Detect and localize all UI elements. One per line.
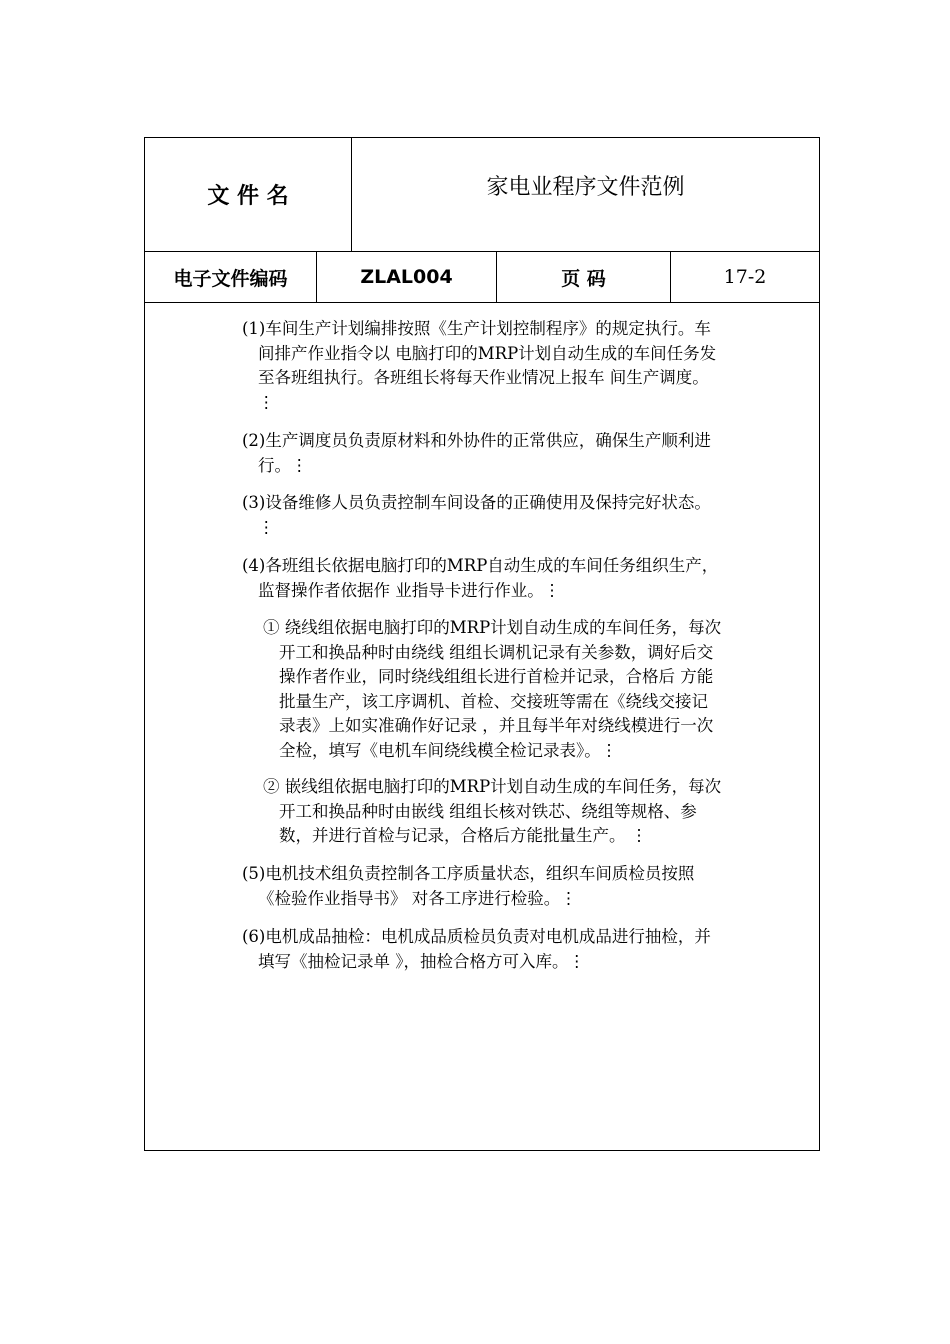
paragraph-line: 《检验作业指导书》 对各工序进行检验。⋮ bbox=[258, 888, 577, 908]
paragraph-line: ⋮ bbox=[258, 517, 275, 537]
paragraph-line: (1)车间生产计划编排按照《生产计划控制程序》的规定执行。车 bbox=[242, 319, 711, 338]
paragraph-line: (3)设备维修人员负责控制车间设备的正确使用及保持完好状态。 bbox=[242, 493, 711, 512]
paragraph-line: 填写《抽检记录单 》，抽检合格方可入库。⋮ bbox=[258, 951, 585, 971]
paragraph-line: (2)生产调度员负责原材料和外协件的正常供应，确保生产顺利进 bbox=[242, 431, 711, 450]
paragraph-line: (5)电机技术组负责控制各工序质量状态，组织车间质检员按照 bbox=[242, 864, 695, 883]
document-frame bbox=[144, 137, 820, 1151]
paragraph-line: 间排产作业指令以 电脑打印的MRP计划自动生成的车间任务发 bbox=[258, 343, 717, 363]
paragraph-line: (6)电机成品抽检：电机成品质检员负责对电机成品进行抽检，并 bbox=[242, 927, 711, 946]
paragraph-5 bbox=[242, 862, 694, 911]
paragraph-line: ⋮ bbox=[258, 392, 275, 412]
paragraph-line: 数，并进行首检与记录，合格后方能批量生产。 ⋮ bbox=[279, 826, 648, 845]
paragraph-line: 行。⋮ bbox=[258, 455, 308, 475]
title-row bbox=[145, 138, 819, 252]
paragraph-line: 监督操作者依据作 业指导卡进行作业。⋮ bbox=[258, 580, 561, 600]
paragraph-line: 开工和换品种时由绕线 组组长调机记录有关参数，调好后交 bbox=[279, 642, 714, 662]
paragraph-line: ① 绕线组依据电脑打印的MRP计划自动生成的车间任务，每次 bbox=[263, 618, 722, 637]
paragraph-line: 操作者作业，同时绕线组组长进行首检并记录，合格后 方能 bbox=[279, 667, 714, 686]
paragraph-3 bbox=[242, 491, 711, 540]
paragraph-2 bbox=[242, 429, 711, 478]
paragraph-6 bbox=[242, 925, 711, 974]
code-value: ZLAL004 bbox=[317, 252, 497, 302]
paragraph-line: ② 嵌线组依据电脑打印的MRP计划自动生成的车间任务，每次 bbox=[263, 777, 722, 796]
page-value: 17-2 bbox=[723, 266, 767, 288]
page-label: 页 码 bbox=[497, 252, 671, 302]
paragraph-4 bbox=[242, 554, 718, 603]
paragraph-4-2 bbox=[263, 775, 721, 849]
paragraph-line: 全检，填写《电机车间绕线模全检记录表》。⋮ bbox=[279, 740, 618, 760]
file-title-cell bbox=[352, 138, 819, 251]
code-label: 电子文件编码 bbox=[145, 252, 317, 302]
file-name-label: 文 件 名 bbox=[145, 138, 352, 251]
code-row bbox=[145, 252, 819, 303]
paragraph-line: 开工和换品种时由嵌线 组组长核对铁芯、绕组等规格、参 bbox=[279, 801, 697, 821]
paragraph-line: 录表》上如实准确作好记录 ，并且每半年对绕线模进行一次 bbox=[279, 716, 714, 735]
file-title: 家电业程序文件范例 bbox=[486, 175, 685, 200]
paragraph-1 bbox=[242, 317, 716, 415]
paragraph-line: 至各班组执行。各班组长将每天作业情况上报车 间生产调度。 bbox=[258, 368, 709, 387]
paragraph-line: (4)各班组长依据电脑打印的MRP自动生成的车间任务组织生产， bbox=[242, 556, 719, 575]
paragraph-line: 批量生产，该工序调机、首检、交接班等需在《绕线交接记 bbox=[279, 691, 708, 711]
paragraph-4-1 bbox=[263, 616, 721, 763]
